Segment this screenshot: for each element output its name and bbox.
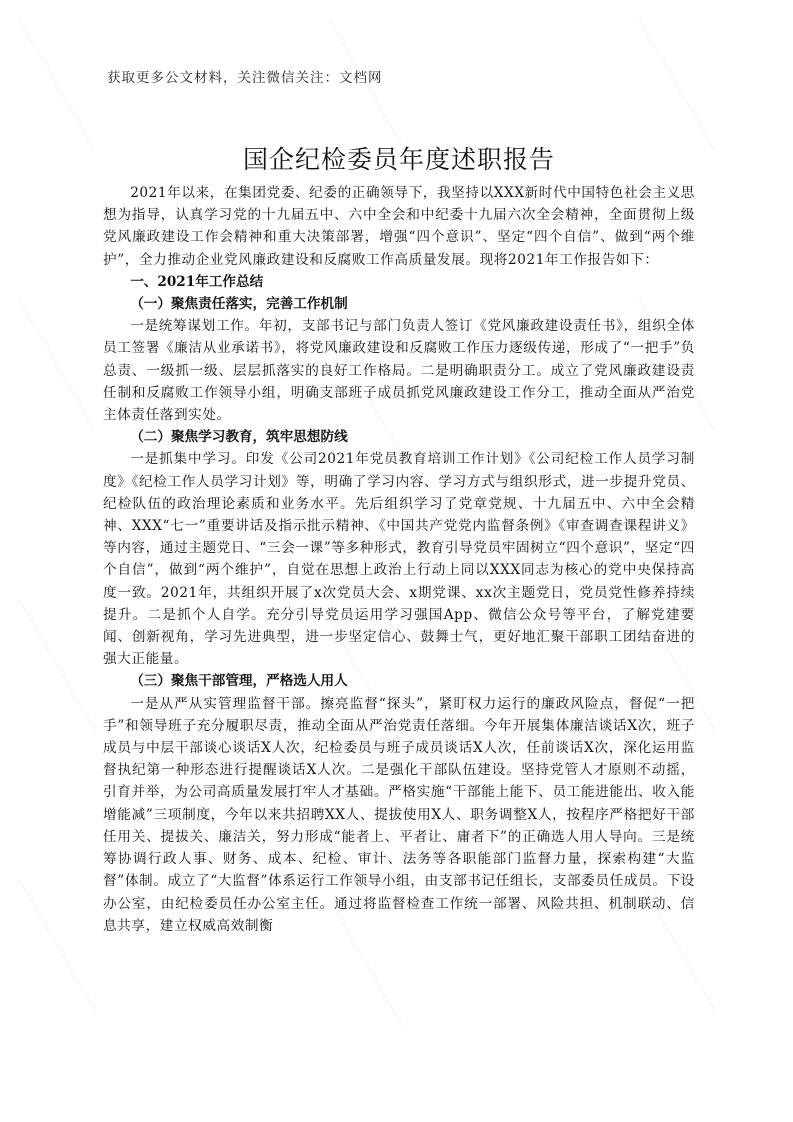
header-note: 获取更多公文材料，关注微信关注：文档网 (107, 70, 383, 86)
watermark-mark (629, 20, 715, 156)
watermark-mark (9, 20, 95, 156)
document-title: 国企纪检委员年度述职报告 (242, 145, 555, 174)
body-paragraph: 一是统筹谋划工作。年初，支部书记与部门负责人签订《党风廉政建设责任书》，组织全体员工签署《廉洁从业承诺书》，将党风廉政建设和反腐败工作压力逐级传递，形成了“一把手”负总责、一级抓一级、层层抓落实的良好工作格局。二是明确职责分工。成立了党风廉政建设责任制和反腐败工作领导小组，明确支部班子成员抓党风廉政建设工作分工，推动全面从严治党主体责任落到实处。 (103, 318, 695, 424)
document-body (103, 140, 695, 937)
subsection-heading: （二）聚焦学习教育，筑牢思想防线 (130, 429, 348, 446)
subsection-heading: （三）聚焦干部管理，严格选人用人 (130, 673, 348, 690)
body-paragraph: 一是抓集中学习。印发《公司2021年党员教育培训工作计划》《公司纪检工作人员学习制度》《纪检工作人员学习计划》等，明确了学习内容、学习方式与组织形式，进一步提升党员、纪检队伍的政治理论素质和业务水平。先后组织学习了党章党规、十九届五中、六中全会精神、XXX“七一”重要讲话及指示批示精神、《中国共产党党内监督条例》《审查调查课程讲义》等内容，通过主题党日、“三会一课”等多种形式，教育引导党员牢固树立“四个意识”，坚定“四个自信”，做到“两个维护”，自觉在思想上政治上行动上同以XXX同志为核心的党中央保持高度一致。2021年，共组织开展了x次党员大会、x期党课、xx次主题党日，党员党性修养持续提升。二是抓个人自学。充分引导党员运用学习强国App、微信公众号等平台，了解党建要闻、创新视角，学习先进典型，进一步坚定信心、鼓舞士气，更好地汇聚干部职工团结奋进的强大正能量。 (103, 451, 695, 668)
watermark-mark (319, 20, 405, 156)
watermark-mark (9, 600, 95, 736)
body-paragraph: 一是从严从实管理监督干部。擦亮监督“探头”，紧盯权力运行的廉政风险点，督促“一把手”和领导班子充分履职尽责，推动全面从严治党责任落细。今年开展集体廉洁谈话X次，班子成员与中层干部谈心谈话X人次，纪检委员与班子成员谈话X人次，任前谈话X次，深化运用监督执纪第一种形态进行提醒谈话X人次。二是强化干部队伍建设。坚持党管人才原则不动摇，引育并举，为公司高质量发展打牢人才基础。严格实施“干部能上能下、员工能进能出、收入能增能减”三项制度，今年以来共招聘XX人、提拔使用X人、职务调整X人，按程序严格把好干部任用关、提拔关、廉洁关，努力形成“能者上、平者让、庸者下”的正确选人用人导向。三是统筹协调行政人事、财务、成本、纪检、审计、法务等各职能部门监督力量，探索构建“大监督”体制。成立了“大监督”体系运行工作领导小组，由支部书记任组长，支部委员任成员。下设办公室，由纪检委员任办公室主任。通过将监督检查工作统一部署、风险共担、机制联动、信息共享，建立权威高效制衡 (103, 695, 695, 934)
section-heading: 一、2021年工作总结 (130, 273, 264, 290)
intro-paragraph: 2021年以来，在集团党委、纪委的正确领导下，我坚持以XXX新时代中国特色社会主义思想为指导，认真学习党的十九届五中、六中全会和中纪委十九届六次全会精神，全面贯彻上级党风廉政建设工作会精神和重大决策部署，增强“四个意识”、坚定“四个自信”、做到“两个维护”，全力推动企业党风廉政建设和反腐败工作高质量发展。现将2021年工作报告如下： (103, 185, 695, 268)
subsection-heading: （一）聚焦责任落实，完善工作机制 (130, 296, 348, 313)
watermark-mark (9, 880, 95, 1016)
watermark-mark (9, 300, 95, 436)
